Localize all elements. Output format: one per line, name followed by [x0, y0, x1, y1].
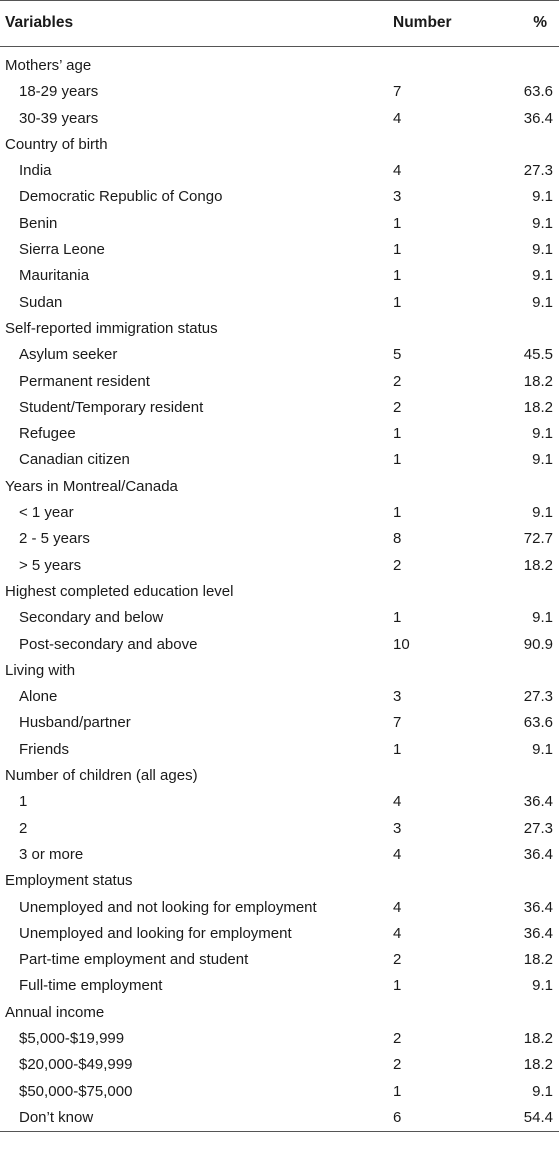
- table-row: [0, 500, 559, 526]
- row-percent: 9.1: [532, 451, 553, 469]
- group-heading-row: [0, 579, 559, 605]
- row-number: 2: [393, 372, 402, 390]
- row-percent: 9.1: [532, 740, 553, 758]
- row-percent: 9.1: [532, 293, 553, 311]
- row-percent: 36.4: [523, 793, 553, 811]
- row-label: > 5 years: [19, 556, 82, 574]
- row-label: Student/Temporary resident: [19, 398, 204, 416]
- row-label: Asylum seeker: [19, 346, 118, 364]
- table-row: [0, 973, 559, 999]
- table-row: [0, 842, 559, 868]
- row-label: Part-time employment and student: [19, 951, 249, 969]
- table-row: [0, 789, 559, 815]
- table-row: [0, 1026, 559, 1052]
- row-percent: 9.1: [532, 188, 553, 206]
- table-row: [0, 342, 559, 368]
- group-heading-row: [0, 1000, 559, 1026]
- row-label: Full-time employment: [19, 977, 163, 995]
- table-row: [0, 947, 559, 973]
- row-label: Sudan: [19, 293, 63, 311]
- row-label: < 1 year: [19, 504, 74, 522]
- row-number: 2: [393, 1029, 402, 1047]
- row-label: 3 or more: [19, 845, 84, 863]
- row-label: Refugee: [19, 425, 76, 443]
- row-number: 1: [393, 609, 402, 627]
- row-percent: 18.2: [523, 1029, 553, 1047]
- table-row: [0, 632, 559, 658]
- row-percent: 36.4: [523, 845, 553, 863]
- row-number: 7: [393, 714, 402, 732]
- row-percent: 9.1: [532, 425, 553, 443]
- group-heading: Living with: [5, 661, 76, 679]
- row-number: 1: [393, 267, 402, 285]
- table-row: [0, 737, 559, 763]
- row-label: Husband/partner: [19, 714, 131, 732]
- row-label: Benin: [19, 214, 58, 232]
- row-number: 4: [393, 109, 402, 127]
- row-percent: 9.1: [532, 241, 553, 259]
- row-number: 3: [393, 188, 402, 206]
- row-percent: 27.3: [523, 688, 553, 706]
- group-heading: Annual income: [5, 1003, 105, 1021]
- row-label: Unemployed and looking for employment: [19, 924, 292, 942]
- row-label: Secondary and below: [19, 609, 164, 627]
- table-row: [0, 369, 559, 395]
- row-label: India: [19, 162, 52, 180]
- row-number: 1: [393, 214, 402, 232]
- table-row: [0, 816, 559, 842]
- row-label: 1: [19, 793, 28, 811]
- table-row: [0, 605, 559, 631]
- row-number: 7: [393, 83, 402, 101]
- group-heading: Highest completed education level: [5, 582, 234, 600]
- group-heading: Employment status: [5, 872, 133, 890]
- header-variables: Variables: [5, 14, 74, 31]
- row-percent: 9.1: [532, 977, 553, 995]
- table-row: [0, 921, 559, 947]
- row-percent: 18.2: [523, 372, 553, 390]
- row-percent: 18.2: [523, 398, 553, 416]
- group-heading-row: [0, 763, 559, 789]
- row-percent: 45.5: [523, 346, 553, 364]
- row-number: 3: [393, 688, 402, 706]
- row-number: 1: [393, 504, 402, 522]
- row-number: 2: [393, 556, 402, 574]
- row-percent: 27.3: [523, 162, 553, 180]
- row-percent: 36.4: [523, 109, 553, 127]
- row-number: 10: [393, 635, 410, 653]
- row-percent: 63.6: [523, 714, 553, 732]
- row-percent: 9.1: [532, 214, 553, 232]
- table-row: [0, 237, 559, 263]
- table-row: [0, 263, 559, 289]
- row-label: Democratic Republic of Congo: [19, 188, 223, 206]
- row-number: 4: [393, 924, 402, 942]
- table-row: [0, 79, 559, 105]
- row-label: Don’t know: [19, 1108, 94, 1126]
- row-percent: 90.9: [523, 635, 553, 653]
- group-heading-row: [0, 658, 559, 684]
- row-label: $5,000-$19,999: [19, 1029, 125, 1047]
- table-row: [0, 710, 559, 736]
- row-label: Sierra Leone: [19, 241, 105, 259]
- group-heading: Mothers’ age: [5, 57, 92, 74]
- row-percent: 9.1: [532, 1082, 553, 1100]
- row-percent: 36.4: [523, 924, 553, 942]
- row-number: 4: [393, 898, 402, 916]
- row-percent: 36.4: [523, 898, 553, 916]
- row-label: 18-29 years: [19, 83, 99, 101]
- row-number: 4: [393, 793, 402, 811]
- row-number: 1: [393, 241, 402, 259]
- row-label: Post-secondary and above: [19, 635, 198, 653]
- row-number: 6: [393, 1108, 402, 1126]
- row-number: 4: [393, 845, 402, 863]
- row-number: 1: [393, 293, 402, 311]
- row-label: Mauritania: [19, 267, 90, 285]
- row-percent: 27.3: [523, 819, 553, 837]
- group-heading: Number of children (all ages): [5, 767, 198, 785]
- row-label: 30-39 years: [19, 109, 99, 127]
- group-heading-row: [0, 132, 559, 158]
- row-percent: 18.2: [523, 951, 553, 969]
- row-number: 1: [393, 451, 402, 469]
- group-heading-row: [0, 316, 559, 342]
- row-percent: 18.2: [523, 556, 553, 574]
- row-label: Canadian citizen: [19, 451, 130, 469]
- table-body: [0, 53, 559, 1132]
- table-row: [0, 1052, 559, 1078]
- row-percent: 9.1: [532, 504, 553, 522]
- row-percent: 72.7: [523, 530, 553, 548]
- table-row: [0, 1105, 559, 1131]
- row-label: $50,000-$75,000: [19, 1082, 133, 1100]
- row-number: 3: [393, 819, 402, 837]
- row-number: 4: [393, 162, 402, 180]
- row-number: 1: [393, 977, 402, 995]
- table-row: [0, 684, 559, 710]
- row-percent: 54.4: [523, 1108, 553, 1126]
- header-percent: %: [533, 14, 547, 31]
- group-heading: Years in Montreal/Canada: [5, 477, 178, 495]
- row-number: 1: [393, 425, 402, 443]
- table-row: [0, 895, 559, 921]
- table-row: [0, 290, 559, 316]
- row-label: 2 - 5 years: [19, 530, 90, 548]
- group-heading-row: [0, 868, 559, 894]
- row-number: 8: [393, 530, 402, 548]
- row-label: $20,000-$49,999: [19, 1056, 133, 1074]
- table-row: [0, 106, 559, 132]
- group-heading-row: [0, 53, 559, 79]
- group-heading-row: [0, 474, 559, 500]
- table-row: [0, 447, 559, 473]
- row-percent: 9.1: [532, 609, 553, 627]
- group-heading: Country of birth: [5, 135, 108, 153]
- row-percent: 63.6: [523, 83, 553, 101]
- row-number: 5: [393, 346, 402, 364]
- header-number: Number: [393, 14, 452, 31]
- row-number: 1: [393, 1082, 402, 1100]
- row-percent: 9.1: [532, 267, 553, 285]
- table-row: [0, 553, 559, 579]
- row-label: Friends: [19, 740, 70, 758]
- table-row: [0, 395, 559, 421]
- row-label: 2: [19, 819, 28, 837]
- table-row: [0, 184, 559, 210]
- row-number: 2: [393, 1056, 402, 1074]
- row-label: Permanent resident: [19, 372, 150, 390]
- table-row: [0, 211, 559, 237]
- row-number: 1: [393, 740, 402, 758]
- table-row: [0, 526, 559, 552]
- group-heading: Self-reported immigration status: [5, 319, 218, 337]
- row-percent: 18.2: [523, 1056, 553, 1074]
- table-row: [0, 1079, 559, 1105]
- table-header: [0, 0, 559, 47]
- row-number: 2: [393, 398, 402, 416]
- table-row: [0, 158, 559, 184]
- row-number: 2: [393, 951, 402, 969]
- row-label: Unemployed and not looking for employment: [19, 898, 317, 916]
- table-row: [0, 421, 559, 447]
- row-label: Alone: [19, 688, 58, 706]
